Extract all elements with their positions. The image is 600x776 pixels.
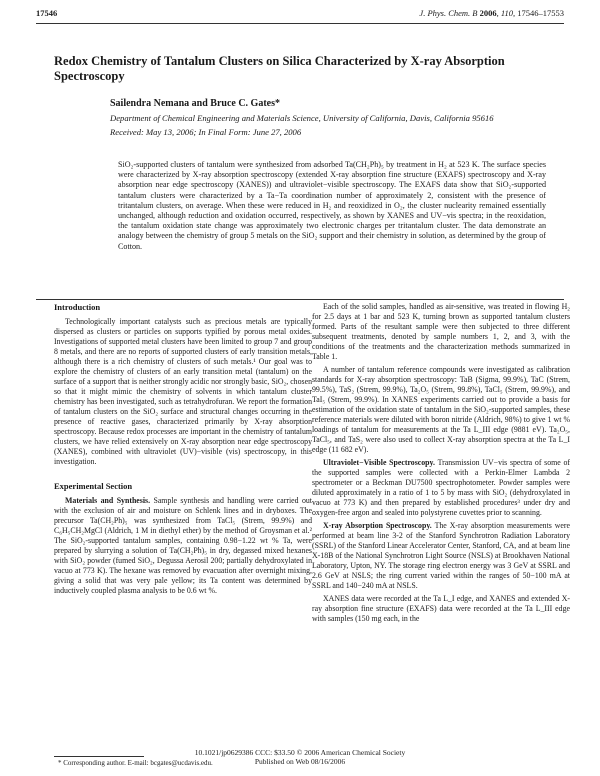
author-affiliation: Department of Chemical Engineering and Materials Science, University of California, Davis, California 95616 xyxy=(110,113,494,123)
xas-text: The X-ray absorption measurements were performed at beam line 3-2 of the Stanford Synchrotron Radiation Laboratory (SSRL) of the Stanford Linear Accelerator Center, Stanford, CA, and at beam line X-18B of the National Synchrotron Light Source (NSLS) at Brookhaven National Laboratory, Upton, NY. The storage ring electron energy was 3 GeV at SSRL and 2.6 GeV at NSLS; the ring current varied within the ranges of 50−100 mA at SSRL and 140−240 mA at NSLS. xyxy=(312,521,570,590)
xas-run-in-heading: X-ray Absorption Spectroscopy. xyxy=(323,521,432,530)
treatment-paragraph: Each of the solid samples, handled as air-sensitive, was treated in flowing H₂ for 2.5 days at 1 bar and 523 K, turning brown as supported tantalum clusters formed. Parts of the resultant sample were then subjected to three different subsequent treatments, denoted by sample numbers 1, 2, and 3, with the conditions of the treatments and the characterization methods summarized in Table 1. xyxy=(312,302,570,361)
abstract-rule xyxy=(36,299,564,300)
page-number: 17546 xyxy=(36,8,58,18)
xanes-paragraph: XANES data were recorded at the Ta L_I edge, and XANES and extended X-ray absorption fine structure (EXAFS) data were recorded at the Ta L_III edge with samples (150 mg each, in the xyxy=(312,594,570,623)
journal-citation: J. Phys. Chem. B 2006, 110, 17546–17553 xyxy=(419,8,564,18)
corresponding-author-footnote: * Corresponding author. E-mail: bcgates@ucdavis.edu. xyxy=(58,759,213,767)
materials-text: Sample synthesis and handling were carried out with the exclusion of air and moisture on Schlenk lines and in dryboxes. The precursor Ta(CH₂Ph)₅ was synthesized from TaCl₅ (Strem, 99.9%) and C₆H₅CH₂MgCl (Aldrich, 1 M in diethyl ether) by the method of Groysman et al.² The SiO₂-supported tantalum samples, containing 0.98−1.22 wt % Ta, were prepared by slurrying a solution of Ta(CH₂Ph)₅ in dry, degassed mixed hexanes with SiO₂ powder (fumed SiO₂, Degussa Aerosil 200; partially dehydroxylated in vacuo at 773 K). The hexane was removed by evacuation after overnight mixing, giving a solid that was very pale yellow; its Ta content was determined by inductively coupled plasma analysis to be 0.6 wt %. xyxy=(54,496,312,595)
journal-pages: 17546–17553 xyxy=(517,8,564,18)
uv-vis-run-in-heading: Ultraviolet−Visible Spectroscopy. xyxy=(323,458,435,467)
article-title: Redox Chemistry of Tantalum Clusters on Silica Characterized by X-ray Absorption Spectroscopy xyxy=(54,54,505,83)
introduction-heading: Introduction xyxy=(54,302,101,312)
reference-compounds-paragraph: A number of tantalum reference compounds were investigated as calibration standards for X-ray absorption spectroscopy: TaB (Sigma, 99.9%), TaC (Strem, 99.5%), TaS₂ (Strem, 99.9%), Ta₂O₅ (Strem, 99.8%), TaCl₅ (Strem, 99.9%), and TaI₅ (Strem, 99.9%). In XANES experiments carried out to provide a basis for estimation of the oxidation state of tantalum in the SiO₂-supported samples, these reference materials were diluted with boron nitride (Aldrich, 98%) to give 1 wt % loadings of tantalum for measurements at the Ta L_III edge (9881 eV). Ta₂O₅, TaCl₅, and TaS₂ were also used to collect X-ray absorption spectra at the Ta L_I edge (11 682 eV). xyxy=(312,365,570,454)
running-header xyxy=(36,8,564,22)
uv-vis-text: Transmission UV−vis spectra of some of the supported samples were collected with a Perkin-Elmer Lambda 2 spectrometer or a Beckman DU7500 spectrophotometer. Powder samples were diluted approximately in a ratio of 1 to 5 by mass with SiO₂ (dehydroxylated in vacuo at 773 K) and then prepared by established procedures³ under dry and oxygen-free argon and sealed into polystyrene cuvettes prior to scanning. xyxy=(312,458,570,517)
materials-paragraph xyxy=(54,496,312,596)
journal-year: 2006 xyxy=(479,8,497,18)
uv-vis-paragraph xyxy=(312,458,570,518)
abstract: SiO₂-supported clusters of tantalum were synthesized from adsorbed Ta(CH₂Ph)₅ by treatment in H₂ at 523 K. The surface species were characterized by X-ray absorption spectroscopy (extended X-ray absorption fine structure (EXAFS) spectroscopy and X-ray absorption near edge spectroscopy (XANES)) and ultraviolet−visible spectroscopy. The EXAFS data show that SiO₂-supported tantalum clusters were characterized by a Ta−Ta coordination number of approximately 2, consistent with the presence of tritantalum clusters, on average. When these were reduced in H₂ and reoxidized in O₂, the cluster nuclearity remained essentially unchanged, although reduction and oxidation occurred, respectively, as shown by XANES and UV−vis spectra; in the reoxidation, the tantalum oxidation state change was approximately two electronic charges per tritantalum cluster. The data demonstrate an analogy between the chemistry of group 5 metals on the SiO₂ support and their chemistry in solution, as determined by the group of Cotton. xyxy=(118,160,546,251)
doi-copyright-line: 10.1021/jp0629386 CCC: $33.50 © 2006 American Chemical Society xyxy=(194,748,406,757)
introduction-paragraph: Technologically important catalysts such as precious metals are typically dispersed as clusters or particles on supports typified by porous metal oxides. Investigations of supported metal clusters have been limited to group 7 and group 8 metals, and there are no reports of supported clusters of early transition metals, although there is a rich chemistry of clusters of such metals.¹ Our goal was to explore the chemistry of clusters of an early transition metal (tantalum) on the surface of a support that is neither strongly acidic nor strongly basic, SiO₂, chosen so that it might mimic the chemistry of solvents in which tantalum cluster chemistry has been investigated, such as tetrahydrofuran. We report the formation of tantalum clusters on the SiO₂ surface and structural changes occurring in the presence of reactive gases, characterized primarily by X-ray absorption spectroscopy. Because redox processes are important in the chemistry of tantalum clusters, we have relied extensively on X-ray absorption near edge spectroscopy (XANES), combined with ultraviolet (UV)−visible (vis) spectroscopy, in this investigation. xyxy=(54,317,312,466)
publication-date: Published on Web 08/16/2006 xyxy=(254,757,346,766)
author-list: Sailendra Nemana and Bruce C. Gates* xyxy=(110,98,280,109)
journal-volume: 110 xyxy=(500,8,513,18)
received-dates: Received: May 13, 2006; In Final Form: June 27, 2006 xyxy=(110,127,302,137)
right-column xyxy=(312,302,570,627)
left-column xyxy=(54,302,312,599)
experimental-heading: Experimental Section xyxy=(54,481,133,491)
header-rule xyxy=(36,23,564,24)
materials-run-in-heading: Materials and Synthesis. xyxy=(65,496,151,505)
xas-paragraph xyxy=(312,521,570,591)
journal-name: J. Phys. Chem. B xyxy=(419,8,478,18)
page-footer xyxy=(0,748,600,766)
